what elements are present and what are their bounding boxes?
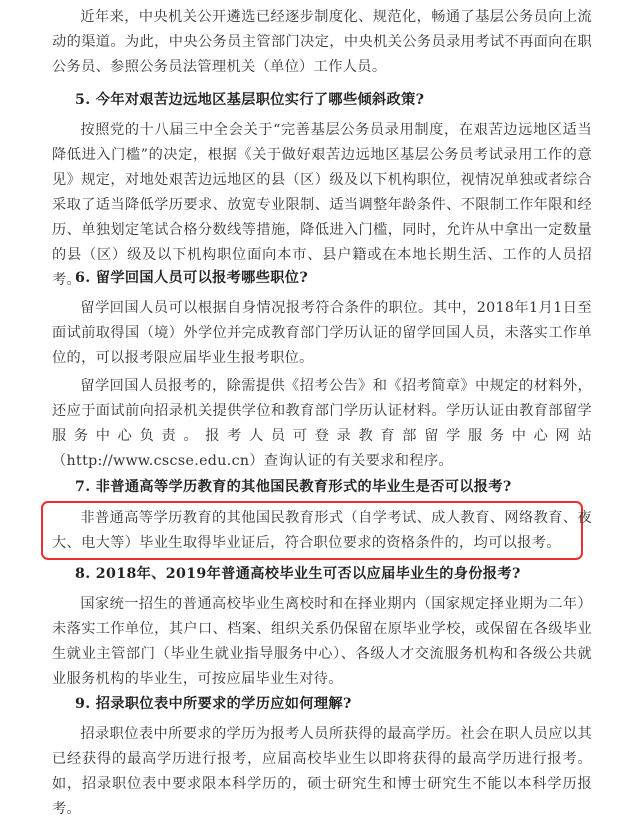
question-6-heading: 6. 留学回国人员可以报考哪些职位? — [75, 270, 308, 286]
question-8-heading: 8. 2018年、2019年普通高校毕业生可否以应届毕业生的身份报考? — [75, 566, 521, 582]
question-5-answer: 按照党的十八届三中全会关于“完善基层公务员录用制度，在艰苦边远地区适当降低进入门槛”的决定，根据《关于做好艰苦边远地区基层公务员考试录用工作的意见》规定，对地处艰苦边远地区的县（区）级及以下机构职位，视情况单独或者综合采取了适当降低学历要求、放宽专业限制、适当调整年龄条件、不限制工作年限和经历、单独划定笔试合格分数线等措施，降低进入门槛，同时，允许从中拿出一定数量的县（区）级及以下机构职位面向本市、县户籍或在本地长期生活、工作的人员招考。 — [52, 122, 592, 288]
question-7-answer: 非普通高等学历教育的其他国民教育形式（自学考试、成人教育、网络教育、夜大、电大等）毕业生取得毕业证后，符合职位要求的资格条件的，均可以报考。 — [52, 510, 592, 551]
question-6-answer-1: 留学回国人员可以根据自身情况报考符合条件的职位。其中，2018年1月1日至面试前取得国（境）外学位并完成教育部门学历认证的留学回国人员，未落实工作单位的，可以报考限应届毕业生报考职位。 — [52, 300, 592, 366]
question-5-heading: 5. 今年对艰苦边远地区基层职位实行了哪些倾斜政策? — [75, 92, 425, 108]
question-9-answer: 招录职位表中所要求的学历为报考人员所获得的最高学历。社会在职人员应以其已经获得的最高学历进行报考，应届高校毕业生以即将获得的最高学历进行报考。如，招录职位表中要求限本科学历的，硕士研究生和博士研究生不能以本科学历报考。 — [52, 726, 592, 817]
question-8-answer: 国家统一招生的普通高校毕业生离校时和在择业期内（国家规定择业期为二年）未落实工作单位，其户口、档案、组织关系仍保留在原毕业学校，或保留在各级毕业生就业主管部门（毕业生就业指导服务中心）、各级人才交流服务机构和各级公共就业服务机构的毕业生，可按应届毕业生对待。 — [52, 596, 592, 687]
question-7-heading: 7. 非普通高等学历教育的其他国民教育形式的毕业生是否可以报考? — [75, 479, 512, 495]
intro-paragraph: 近年来，中央机关公开遴选已经逐步制度化、规范化，畅通了基层公务员向上流动的渠道。为此，中央公务员主管部门决定，中央机关公务员录用考试不再面向在职公务员、参照公务员法管理机关（单位）工作人员。 — [52, 9, 592, 75]
question-6-answer-2: 留学回国人员报考的，除需提供《招考公告》和《招考简章》中规定的材料外，还应于面试前向招录机关提供学位和教育部门学历认证材料。学历认证由教育部留学服务中心负责。报考人员可登录教育部留学服务中心网站（http://www.cscse.edu.cn）查询认证的有关要求和程序。 — [52, 378, 592, 469]
question-9-heading: 9. 招录职位表中所要求的学历应如何理解? — [75, 696, 352, 712]
